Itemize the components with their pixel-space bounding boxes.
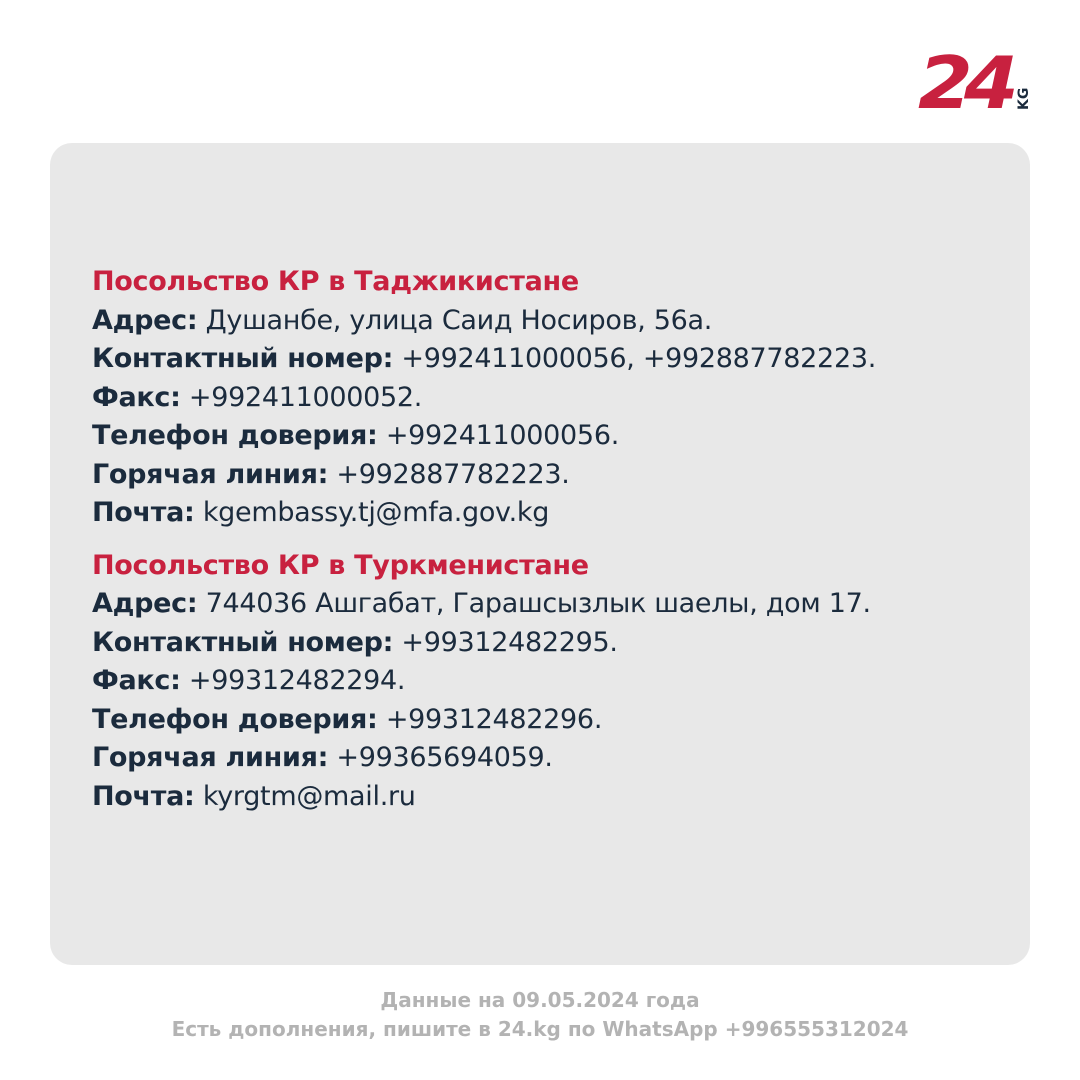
fax-value: +99312482294. bbox=[180, 665, 406, 696]
email-value: kyrgtm@mail.ru bbox=[194, 780, 416, 812]
fax-line bbox=[92, 379, 1012, 418]
trust-phone-label: Телефон доверия: bbox=[92, 420, 378, 451]
footer-contact: Есть дополнения, пишите в 24.kg по WhatsApp +996555312024 bbox=[171, 1017, 909, 1041]
contact-line bbox=[92, 340, 1012, 379]
trust-phone-value: +992411000056. bbox=[377, 420, 619, 451]
email-label: Почта: bbox=[92, 497, 195, 528]
embassy-turkmenistan bbox=[92, 547, 1012, 817]
address-line bbox=[92, 585, 892, 624]
contact-label: Контактный номер: bbox=[92, 343, 394, 374]
trust-phone-line bbox=[92, 701, 1012, 740]
trust-phone-line bbox=[92, 417, 1012, 456]
embassy-tajikistan bbox=[92, 263, 1012, 533]
address-label: Адрес: bbox=[92, 304, 198, 336]
hotline-value: +992887782223. bbox=[328, 458, 570, 490]
email-value: kgembassy.tj@mfa.gov.kg bbox=[194, 497, 550, 528]
24kg-logo bbox=[918, 46, 1036, 112]
trust-phone-value: +99312482296. bbox=[377, 703, 603, 735]
contact-value: +992411000056, +992887782223. bbox=[393, 343, 876, 374]
embassy-list bbox=[92, 263, 1012, 816]
address-value: Душанбе, улица Саид Носиров, 56а. bbox=[197, 304, 713, 336]
fax-line bbox=[92, 662, 1012, 701]
footer-note bbox=[0, 986, 1080, 1044]
address-label: Адрес: bbox=[92, 588, 198, 619]
hotline-value: +99365694059. bbox=[328, 742, 553, 773]
contact-line bbox=[92, 624, 1012, 663]
trust-phone-label: Телефон доверия: bbox=[92, 703, 378, 735]
hotline-line bbox=[92, 739, 1012, 778]
logo-number: 24 bbox=[918, 46, 1015, 112]
logo-suffix: KG bbox=[1016, 87, 1032, 110]
embassy-title: Посольство КР в Туркменистане bbox=[92, 549, 589, 581]
fax-label: Факс: bbox=[92, 665, 181, 696]
email-line bbox=[92, 778, 1012, 817]
embassy-title: Посольство КР в Таджикистане bbox=[92, 266, 579, 297]
hotline-label: Горячая линия: bbox=[92, 742, 329, 773]
address-value: 744036 Ашгабат, Гарашсызлык шаелы, дом 17. bbox=[197, 588, 871, 619]
email-label: Почта: bbox=[92, 780, 195, 812]
fax-value: +992411000052. bbox=[180, 381, 423, 413]
email-line bbox=[92, 494, 1012, 533]
address-line bbox=[92, 302, 1012, 341]
footer-date: Данные на 09.05.2024 года bbox=[380, 988, 700, 1012]
hotline-label: Горячая линия: bbox=[92, 458, 329, 490]
hotline-line bbox=[92, 456, 1012, 495]
contact-value: +99312482295. bbox=[393, 626, 618, 658]
fax-label: Факс: bbox=[92, 381, 181, 413]
contact-label: Контактный номер: bbox=[92, 626, 394, 658]
